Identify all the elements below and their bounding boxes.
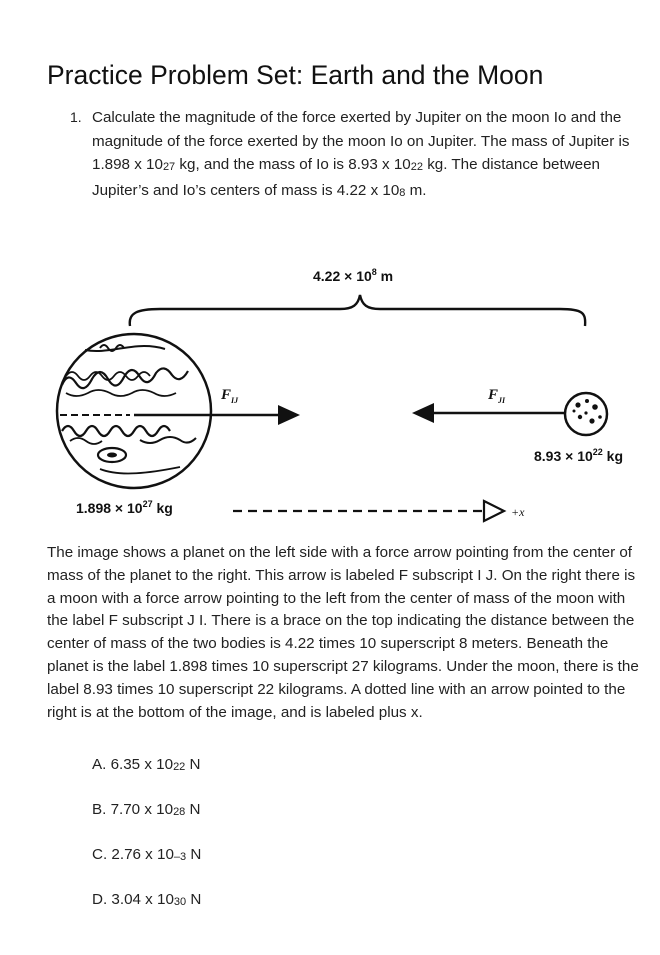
arrowhead-left-icon [412,403,434,423]
distance-brace [130,295,585,326]
question-text-part: kg, and the mass of Io is 8.93 x 10 [175,156,411,174]
answer-unit: N [185,801,201,818]
exponent: 8 [399,186,406,199]
distance-label: $4.22 \times 10^8$ m [313,267,394,284]
exponent: 30 [173,896,187,908]
page-title: Practice Problem Set: Earth and the Moon [47,60,544,90]
answer-option-d[interactable] [92,891,201,908]
arrowhead-right-icon [278,405,300,425]
exponent: 28 [173,806,186,818]
force-label-ij: $F_{IJ}$ [221,387,239,405]
jupiter-planet-icon [57,334,211,488]
answer-option-a[interactable] [92,756,201,773]
answer-unit: N [186,891,202,908]
force-diagram [40,255,650,535]
planet-mass-label: $1.898 \times 10^{27}$ kg [76,499,173,516]
figure-description: The image shows a planet on the left side with a force arrow pointing from the center of mass of the planet to the right. This arrow is labeled F subscript I J. On the right there is a moon with a force arrow pointing to the left from the center of mass of the moon with the label F subscript J I. There is a brace on the top indicating the distance between the center of mass of the two bodies is 4.22 times 10 superscript 8 meters. Beneath the planet is the label 1.898 times 10 superscript 27 kilograms. Under the moon, there is the label 8.93 times 10 superscript 22 kilograms. A dotted line with an arrow pointed to the right is at the bottom of the image, and is labeled plus x. [47,544,639,721]
question-number: 1. [70,109,82,125]
x-axis-label: +x [511,505,525,519]
question-text-part: m. [405,181,427,199]
answer-unit: N [186,846,202,863]
question-text-part: kg. The distance between Jupiter’s and Io’s centers of mass is 4.22 x 10 [92,156,601,199]
exponent: 27 [162,161,176,174]
answer-unit: N [185,756,201,773]
answer-label: D. 3.04 x 10 [92,891,174,908]
question-text [92,106,640,204]
answer-option-b[interactable] [92,801,201,818]
answer-label: B. 7.70 x 10 [92,801,174,818]
answer-option-c[interactable] [92,846,201,863]
answer-label: A. 6.35 x 10 [92,756,174,773]
x-axis-arrowhead-icon [484,501,504,521]
exponent: 22 [173,761,186,773]
moon-mass-label: $8.93 \times 10^{22}$ kg [534,447,624,464]
io-moon-icon [565,393,607,435]
question-text-part: Calculate the magnitude of the force exerted by Jupiter on the moon Io and the magnitude of the force exerted by the moon Io on Jupiter. The mass of Jupiter is 1.898 x 10 [92,109,630,174]
answer-label: C. 2.76 x 10 [92,846,174,863]
exponent: –3 [173,851,187,863]
exponent: 22 [410,161,423,174]
force-label-ji: $F_{JI}$ [488,387,506,405]
